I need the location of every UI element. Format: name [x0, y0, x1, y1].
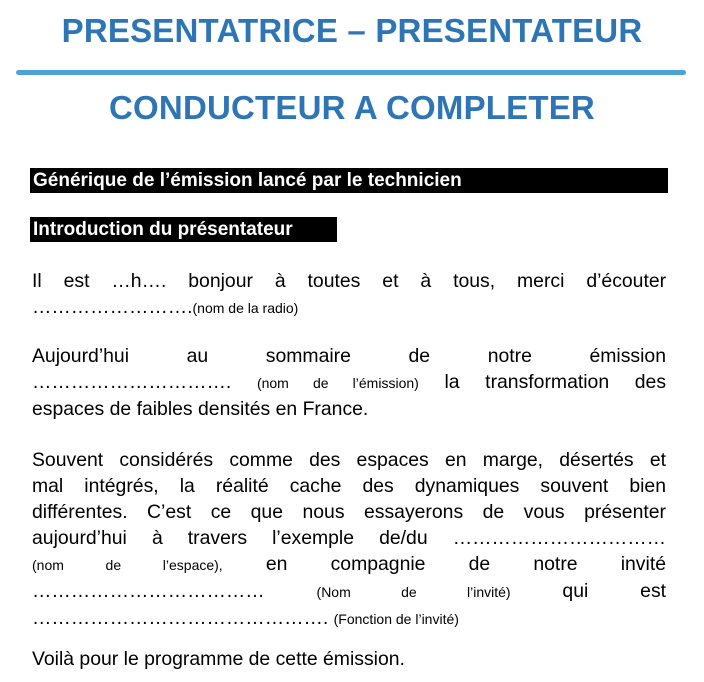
paragraph-summary: Aujourd’hui au sommaire de notre émission …………………………. (nom de l’émission) la transformation des espaces de faibles densités en France. — [32, 345, 667, 420]
page-subtitle: CONDUCTEUR A COMPLETER — [109, 89, 595, 126]
function-line — [32, 605, 666, 632]
justified-line: ……………………………… (Nom de l’invité) qui est — [32, 580, 667, 602]
decorative-divider — [16, 70, 686, 75]
blank-field: ………………………………………. — [32, 607, 329, 629]
field-hint: (nom de la radio) — [192, 300, 299, 316]
blank-field: ……………………………… — [32, 580, 265, 602]
field-hint: (Fonction de l’invité) — [333, 611, 459, 627]
paragraph-greeting — [32, 268, 666, 321]
field-hint: (nom de l’émission) — [256, 375, 419, 391]
field-hint: (nom de l’espace), — [32, 557, 223, 573]
justified-line: …………………………. (nom de l’émission) la transformation des — [32, 371, 667, 393]
section-heading-generique: Générique de l’émission lancé par le technicien — [30, 168, 668, 193]
radio-name-line — [32, 294, 666, 321]
justified-line: Il est …h…. bonjour à toutes et à tous, merci d’écouter — [32, 270, 667, 292]
section-heading-introduction: Introduction du présentateur — [30, 217, 337, 242]
paragraph-closing: Voilà pour le programme de cette émission. — [32, 648, 405, 670]
justified-line: Aujourd’hui au sommaire de notre émission — [32, 345, 666, 367]
justified-line: aujourd’hui à travers l’exemple de/du …………………………… — [32, 527, 666, 549]
paragraph-topic: Souvent considérés comme des espaces en marge, désertés et mal intégrés, la réalité cache des dynamiques souvent bien différentes. C’est ce que nous essayerons de vous présenter aujourd’hui à travers l’exemple de/du …………………………… (nom de l’espace), en compagnie de notre invité ……………………………… (Nom de l’invité) qui est ………………………………………. (Fonction de l’invité) — [32, 447, 666, 632]
blank-field: …………………………… — [452, 527, 666, 549]
field-hint: (Nom de l’invité) — [316, 584, 511, 600]
justified-line: (nom de l’espace), en compagnie de notre invité — [32, 553, 666, 575]
blank-field: ……………………. — [32, 296, 193, 318]
blank-field: …………………………. — [32, 371, 232, 393]
page-title: PRESENTATRICE – PRESENTATEUR — [61, 12, 643, 49]
